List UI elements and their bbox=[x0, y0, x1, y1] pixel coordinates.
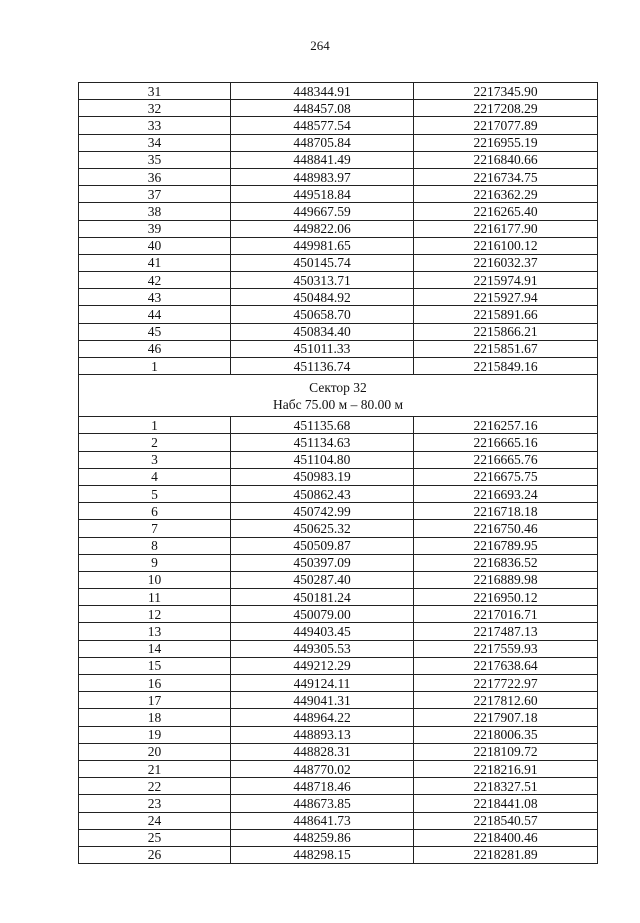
table-row bbox=[79, 451, 598, 468]
point-number-cell: 24 bbox=[79, 812, 231, 829]
table-row bbox=[79, 186, 598, 203]
table-row bbox=[79, 485, 598, 502]
point-number-cell: 34 bbox=[79, 134, 231, 151]
x-coordinate-cell: 450862.43 bbox=[231, 485, 414, 502]
point-number-cell: 1 bbox=[79, 417, 231, 434]
point-number-cell: 3 bbox=[79, 451, 231, 468]
point-number-cell: 35 bbox=[79, 151, 231, 168]
x-coordinate-cell: 450509.87 bbox=[231, 537, 414, 554]
y-coordinate-cell: 2216718.18 bbox=[414, 503, 598, 520]
point-number-cell: 1 bbox=[79, 358, 231, 375]
y-coordinate-cell: 2218441.08 bbox=[414, 795, 598, 812]
point-number-cell: 14 bbox=[79, 640, 231, 657]
x-coordinate-cell: 450484.92 bbox=[231, 289, 414, 306]
x-coordinate-cell: 451134.63 bbox=[231, 434, 414, 451]
table-row bbox=[79, 100, 598, 117]
table-row bbox=[79, 589, 598, 606]
point-number-cell: 39 bbox=[79, 220, 231, 237]
y-coordinate-cell: 2218281.89 bbox=[414, 846, 598, 863]
x-coordinate-cell: 449124.11 bbox=[231, 675, 414, 692]
x-coordinate-cell: 450287.40 bbox=[231, 571, 414, 588]
x-coordinate-cell: 449305.53 bbox=[231, 640, 414, 657]
table-row bbox=[79, 675, 598, 692]
x-coordinate-cell: 449822.06 bbox=[231, 220, 414, 237]
point-number-cell: 45 bbox=[79, 323, 231, 340]
table-row bbox=[79, 709, 598, 726]
y-coordinate-cell: 2216665.76 bbox=[414, 451, 598, 468]
point-number-cell: 21 bbox=[79, 760, 231, 777]
point-number-cell: 41 bbox=[79, 254, 231, 271]
sector-title: Сектор 32 bbox=[309, 380, 367, 396]
x-coordinate-cell: 450834.40 bbox=[231, 323, 414, 340]
table-row bbox=[79, 537, 598, 554]
x-coordinate-cell: 448259.86 bbox=[231, 829, 414, 846]
table-row bbox=[79, 640, 598, 657]
table-row bbox=[79, 417, 598, 434]
x-coordinate-cell: 451011.33 bbox=[231, 340, 414, 357]
y-coordinate-cell: 2217077.89 bbox=[414, 117, 598, 134]
x-coordinate-cell: 449212.29 bbox=[231, 657, 414, 674]
table-row bbox=[79, 571, 598, 588]
point-number-cell: 44 bbox=[79, 306, 231, 323]
table-row bbox=[79, 468, 598, 485]
table-row bbox=[79, 117, 598, 134]
point-number-cell: 12 bbox=[79, 606, 231, 623]
point-number-cell: 18 bbox=[79, 709, 231, 726]
point-number-cell: 23 bbox=[79, 795, 231, 812]
x-coordinate-cell: 451104.80 bbox=[231, 451, 414, 468]
point-number-cell: 26 bbox=[79, 846, 231, 863]
table-row bbox=[79, 760, 598, 777]
x-coordinate-cell: 448828.31 bbox=[231, 743, 414, 760]
x-coordinate-cell: 450397.09 bbox=[231, 554, 414, 571]
point-number-cell: 22 bbox=[79, 778, 231, 795]
point-number-cell: 33 bbox=[79, 117, 231, 134]
x-coordinate-cell: 450625.32 bbox=[231, 520, 414, 537]
page-number: 264 bbox=[310, 38, 330, 53]
table-row bbox=[79, 503, 598, 520]
x-coordinate-cell: 451135.68 bbox=[231, 417, 414, 434]
y-coordinate-cell: 2216955.19 bbox=[414, 134, 598, 151]
y-coordinate-cell: 2215851.67 bbox=[414, 340, 598, 357]
point-number-cell: 16 bbox=[79, 675, 231, 692]
sector-header-row bbox=[79, 375, 598, 417]
point-number-cell: 13 bbox=[79, 623, 231, 640]
sector-height-range: Набс 75.00 м – 80.00 м bbox=[272, 397, 404, 413]
sector-header-cell bbox=[79, 375, 598, 417]
x-coordinate-cell: 448893.13 bbox=[231, 726, 414, 743]
table-row bbox=[79, 657, 598, 674]
x-coordinate-cell: 448577.54 bbox=[231, 117, 414, 134]
table-row bbox=[79, 237, 598, 254]
point-number-cell: 42 bbox=[79, 272, 231, 289]
y-coordinate-cell: 2218109.72 bbox=[414, 743, 598, 760]
y-coordinate-cell: 2216177.90 bbox=[414, 220, 598, 237]
point-number-cell: 36 bbox=[79, 168, 231, 185]
coordinates-table bbox=[78, 82, 598, 864]
point-number-cell: 7 bbox=[79, 520, 231, 537]
table-row bbox=[79, 306, 598, 323]
y-coordinate-cell: 2216675.75 bbox=[414, 468, 598, 485]
x-coordinate-cell: 448841.49 bbox=[231, 151, 414, 168]
x-coordinate-cell: 448673.85 bbox=[231, 795, 414, 812]
y-coordinate-cell: 2216100.12 bbox=[414, 237, 598, 254]
table-row bbox=[79, 778, 598, 795]
point-number-cell: 43 bbox=[79, 289, 231, 306]
table-row bbox=[79, 795, 598, 812]
y-coordinate-cell: 2216362.29 bbox=[414, 186, 598, 203]
y-coordinate-cell: 2215974.91 bbox=[414, 272, 598, 289]
y-coordinate-cell: 2217812.60 bbox=[414, 692, 598, 709]
x-coordinate-cell: 448298.15 bbox=[231, 846, 414, 863]
x-coordinate-cell: 450181.24 bbox=[231, 589, 414, 606]
table-row bbox=[79, 358, 598, 375]
x-coordinate-cell: 448705.84 bbox=[231, 134, 414, 151]
y-coordinate-cell: 2215849.16 bbox=[414, 358, 598, 375]
table-row bbox=[79, 743, 598, 760]
x-coordinate-cell: 450658.70 bbox=[231, 306, 414, 323]
x-coordinate-cell: 448983.97 bbox=[231, 168, 414, 185]
table-row bbox=[79, 846, 598, 863]
x-coordinate-cell: 449981.65 bbox=[231, 237, 414, 254]
table-row bbox=[79, 323, 598, 340]
x-coordinate-cell: 448964.22 bbox=[231, 709, 414, 726]
y-coordinate-cell: 2215866.21 bbox=[414, 323, 598, 340]
y-coordinate-cell: 2217638.64 bbox=[414, 657, 598, 674]
table-row bbox=[79, 168, 598, 185]
y-coordinate-cell: 2216032.37 bbox=[414, 254, 598, 271]
x-coordinate-cell: 448641.73 bbox=[231, 812, 414, 829]
table-row bbox=[79, 220, 598, 237]
table-row bbox=[79, 554, 598, 571]
point-number-cell: 8 bbox=[79, 537, 231, 554]
y-coordinate-cell: 2216789.95 bbox=[414, 537, 598, 554]
table-row bbox=[79, 340, 598, 357]
table-row bbox=[79, 623, 598, 640]
point-number-cell: 4 bbox=[79, 468, 231, 485]
point-number-cell: 5 bbox=[79, 485, 231, 502]
point-number-cell: 31 bbox=[79, 83, 231, 100]
table-row bbox=[79, 289, 598, 306]
point-number-cell: 25 bbox=[79, 829, 231, 846]
table-row bbox=[79, 692, 598, 709]
x-coordinate-cell: 449518.84 bbox=[231, 186, 414, 203]
x-coordinate-cell: 448344.91 bbox=[231, 83, 414, 100]
point-number-cell: 17 bbox=[79, 692, 231, 709]
y-coordinate-cell: 2216265.40 bbox=[414, 203, 598, 220]
point-number-cell: 2 bbox=[79, 434, 231, 451]
y-coordinate-cell: 2217722.97 bbox=[414, 675, 598, 692]
point-number-cell: 37 bbox=[79, 186, 231, 203]
table-row bbox=[79, 812, 598, 829]
point-number-cell: 11 bbox=[79, 589, 231, 606]
table-row bbox=[79, 606, 598, 623]
y-coordinate-cell: 2218216.91 bbox=[414, 760, 598, 777]
x-coordinate-cell: 450145.74 bbox=[231, 254, 414, 271]
table-row bbox=[79, 83, 598, 100]
y-coordinate-cell: 2216950.12 bbox=[414, 589, 598, 606]
x-coordinate-cell: 450983.19 bbox=[231, 468, 414, 485]
x-coordinate-cell: 450079.00 bbox=[231, 606, 414, 623]
x-coordinate-cell: 450313.71 bbox=[231, 272, 414, 289]
y-coordinate-cell: 2217345.90 bbox=[414, 83, 598, 100]
y-coordinate-cell: 2217487.13 bbox=[414, 623, 598, 640]
coordinates-table-body bbox=[79, 83, 598, 864]
x-coordinate-cell: 449041.31 bbox=[231, 692, 414, 709]
y-coordinate-cell: 2218540.57 bbox=[414, 812, 598, 829]
point-number-cell: 6 bbox=[79, 503, 231, 520]
y-coordinate-cell: 2215891.66 bbox=[414, 306, 598, 323]
point-number-cell: 10 bbox=[79, 571, 231, 588]
table-row bbox=[79, 520, 598, 537]
point-number-cell: 46 bbox=[79, 340, 231, 357]
table-row bbox=[79, 151, 598, 168]
y-coordinate-cell: 2217907.18 bbox=[414, 709, 598, 726]
y-coordinate-cell: 2216693.24 bbox=[414, 485, 598, 502]
table-row bbox=[79, 829, 598, 846]
x-coordinate-cell: 449403.45 bbox=[231, 623, 414, 640]
y-coordinate-cell: 2217016.71 bbox=[414, 606, 598, 623]
point-number-cell: 15 bbox=[79, 657, 231, 674]
point-number-cell: 32 bbox=[79, 100, 231, 117]
table-row bbox=[79, 434, 598, 451]
y-coordinate-cell: 2216889.98 bbox=[414, 571, 598, 588]
y-coordinate-cell: 2216257.16 bbox=[414, 417, 598, 434]
point-number-cell: 9 bbox=[79, 554, 231, 571]
table-row bbox=[79, 726, 598, 743]
y-coordinate-cell: 2218327.51 bbox=[414, 778, 598, 795]
y-coordinate-cell: 2218400.46 bbox=[414, 829, 598, 846]
x-coordinate-cell: 450742.99 bbox=[231, 503, 414, 520]
point-number-cell: 38 bbox=[79, 203, 231, 220]
x-coordinate-cell: 451136.74 bbox=[231, 358, 414, 375]
table-row bbox=[79, 203, 598, 220]
table-row bbox=[79, 254, 598, 271]
point-number-cell: 20 bbox=[79, 743, 231, 760]
point-number-cell: 40 bbox=[79, 237, 231, 254]
x-coordinate-cell: 449667.59 bbox=[231, 203, 414, 220]
table-row bbox=[79, 272, 598, 289]
y-coordinate-cell: 2215927.94 bbox=[414, 289, 598, 306]
y-coordinate-cell: 2216836.52 bbox=[414, 554, 598, 571]
y-coordinate-cell: 2216840.66 bbox=[414, 151, 598, 168]
x-coordinate-cell: 448457.08 bbox=[231, 100, 414, 117]
y-coordinate-cell: 2217559.93 bbox=[414, 640, 598, 657]
y-coordinate-cell: 2217208.29 bbox=[414, 100, 598, 117]
y-coordinate-cell: 2216750.46 bbox=[414, 520, 598, 537]
x-coordinate-cell: 448770.02 bbox=[231, 760, 414, 777]
x-coordinate-cell: 448718.46 bbox=[231, 778, 414, 795]
y-coordinate-cell: 2216665.16 bbox=[414, 434, 598, 451]
y-coordinate-cell: 2216734.75 bbox=[414, 168, 598, 185]
table-row bbox=[79, 134, 598, 151]
y-coordinate-cell: 2218006.35 bbox=[414, 726, 598, 743]
point-number-cell: 19 bbox=[79, 726, 231, 743]
